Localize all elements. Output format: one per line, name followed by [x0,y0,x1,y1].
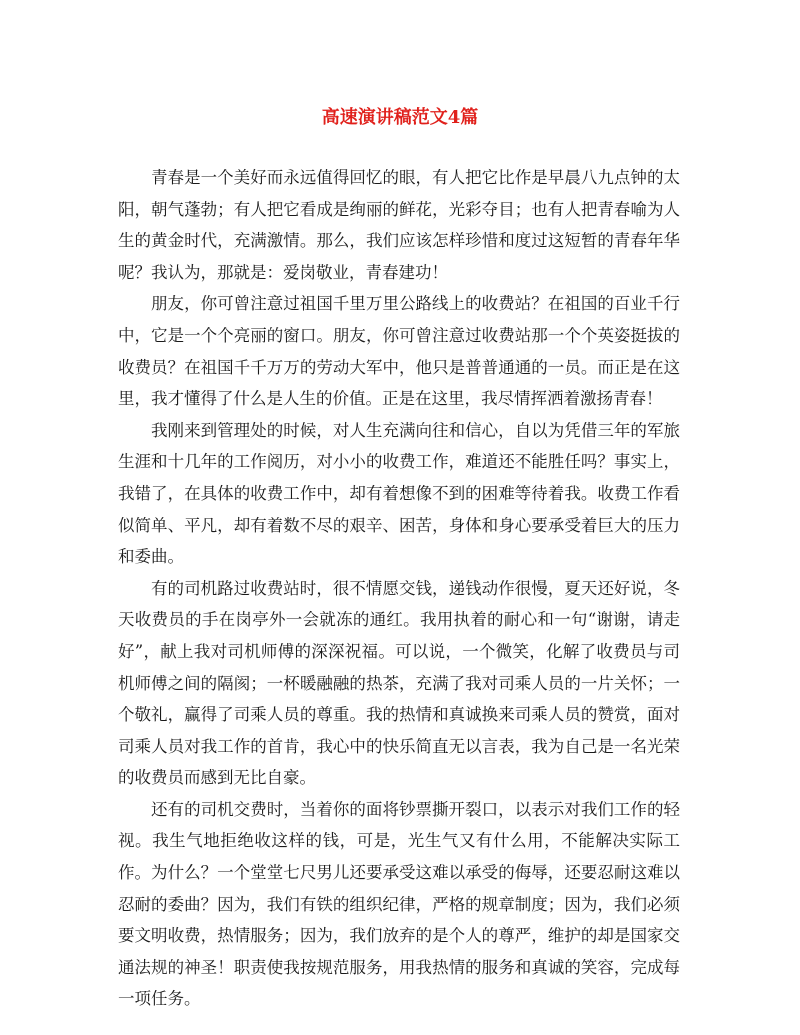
paragraph-4: 有的司机路过收费站时，很不情愿交钱，递钱动作很慢，夏天还好说，冬天收费员的手在岗亭外一会就冻的通红。我用执着的耐心和一句“谢谢，请走好”，献上我对司机师傅的深深祝福。可以说，一个微笑，化解了收费员与司机师傅之间的隔阂；一杯暖融融的热茶，充满了我对司乘人员的一片关怀；一个敬礼，赢得了司乘人员的尊重。我的热情和真诚换来司乘人员的赞赏，面对司乘人员对我工作的首肯，我心中的快乐简直无以言表，我为自己是一名光荣的收费员而感到无比自豪。 [118,578,680,788]
paragraph-2: 朋友，你可曾注意过祖国千里万里公路线上的收费站？在祖国的百业千行中，它是一个个亮丽的窗口。朋友，你可曾注意过收费站那一个个英姿挺拔的收费员？在祖国千千万万的劳动大军中，他只是普普通通的一员。而正是在这里，我才懂得了什么是人生的价值。正是在这里，我尽情挥洒着激扬青春！ [118,294,680,409]
paragraph-3: 我刚来到管理处的时候，对人生充满向往和信心，自以为凭借三年的军旅生涯和十几年的工作阅历，对小小的收费工作，难道还不能胜任吗？事实上，我错了，在具体的收费工作中，却有着想像不到的困难等待着我。收费工作看似简单、平凡，却有着数不尽的艰辛、困苦，身体和身心要承受着巨大的压力和委曲。 [118,420,680,567]
document-body [118,162,680,1015]
paragraph-5: 还有的司机交费时，当着你的面将钞票撕开裂口，以表示对我们工作的轻视。我生气地拒绝收这样的钱，可是，光生气又有什么用，不能解决实际工作。为什么？一个堂堂七尺男儿还要承受这难以承受的侮辱，还要忍耐这难以忍耐的委曲？因为，我们有铁的组织纪律，严格的规章制度；因为，我们必须要文明收费，热情服务；因为，我们放弃的是个人的尊严，维护的却是国家交通法规的神圣！职责使我按规范服务，用我热情的服务和真诚的笑容，完成每一项任务。 [118,799,680,1009]
paragraph-1: 青春是一个美好而永远值得回忆的眼，有人把它比作是早晨八九点钟的太阳，朝气蓬勃；有人把它看成是绚丽的鲜花，光彩夺目；也有人把青春喻为人生的黄金时代，充满激情。那么，我们应该怎样珍惜和度过这短暂的青春年华呢？我认为，那就是：爱岗敬业，青春建功！ [118,168,680,282]
document-title: 高速演讲稿范文4篇 [321,107,479,128]
